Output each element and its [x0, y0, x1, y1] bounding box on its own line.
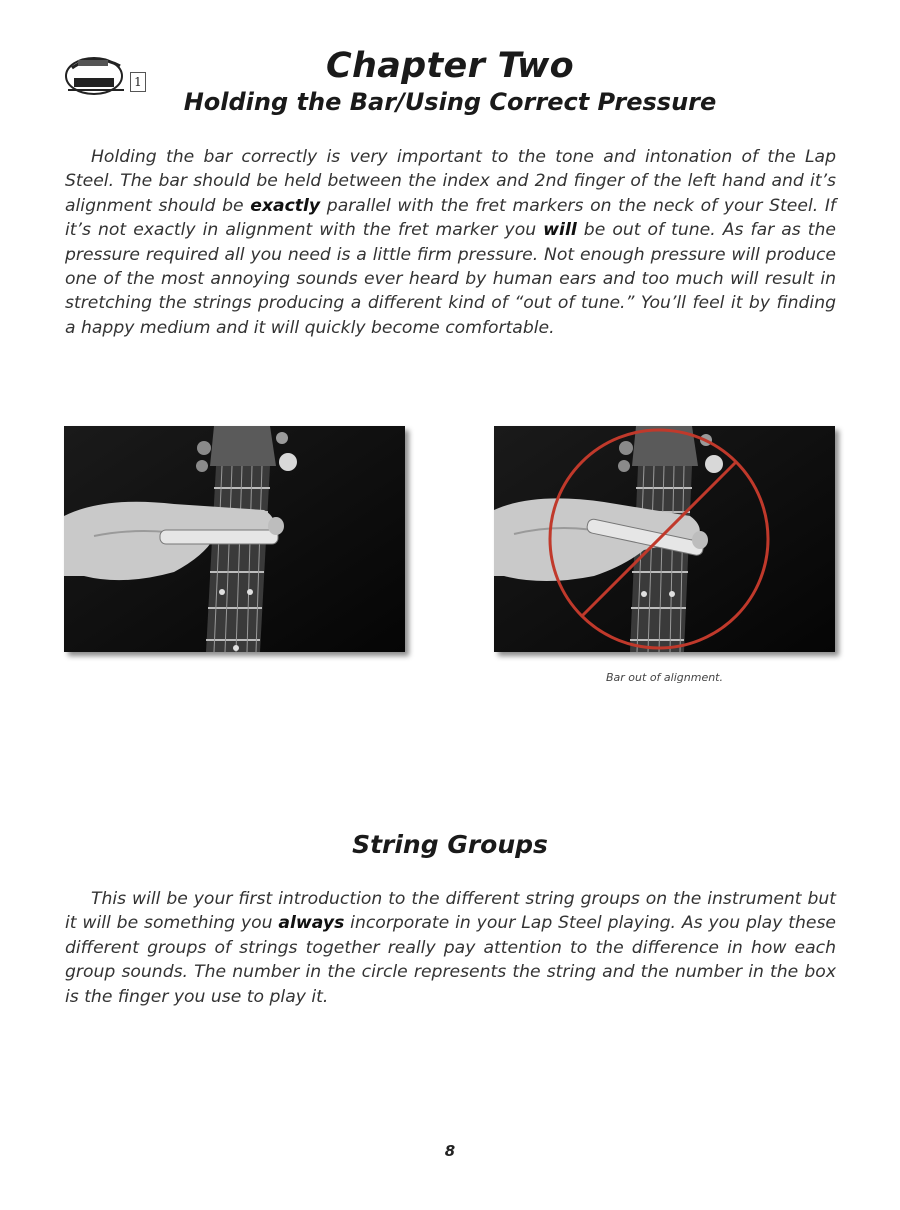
emphasis-exactly: exactly [250, 195, 321, 216]
text-run: parallel with the fret markers on the neck of your Steel. If it’s not exactly in alignment with the fret marker you [65, 195, 836, 241]
text-run: This will be your first introduction to the different string groups on the instrument but it will be something you [65, 889, 836, 934]
page-number: 8 [444, 1142, 456, 1160]
chapter-subtitle: Holding the Bar/Using Correct Pressure [183, 88, 717, 116]
book-number-box: 1 [130, 72, 146, 92]
text-run: incorporate in your Lap Steel playing. As you play these different groups of strings together really pay attention to the difference in how each group sounds. The number in the circle represents the string and the number in the box is the finger you use to play it. [65, 913, 836, 1007]
text-run: be out of tune. As far as the pressure required all you need is a little firm pressure. Not enough pressure will produce one of the most annoying sounds ever heard by human ears and too much will result in stretching the strings producing a different kind of “out of tune.” You’ll feel it by finding a happy medium and it will quickly become comfortable. [65, 220, 836, 338]
string-groups-paragraph [65, 887, 836, 1009]
prohibition-icon [494, 426, 835, 652]
figure-caption: Bar out of alignment. [606, 671, 723, 684]
emphasis-always: always [278, 913, 345, 934]
chapter-title: Chapter Two [326, 46, 574, 86]
photo-bar-out-of-alignment [494, 426, 835, 652]
intro-paragraph [65, 145, 836, 340]
emphasis-will: will [543, 220, 577, 241]
text-run: Holding the bar correctly is very important to the tone and intonation of the Lap Steel. The bar should be held between the index and 2nd finger of the left hand and it’s alignment should be [65, 147, 836, 216]
section-heading: String Groups [352, 830, 548, 859]
photo-correct-bar-grip [64, 426, 405, 652]
